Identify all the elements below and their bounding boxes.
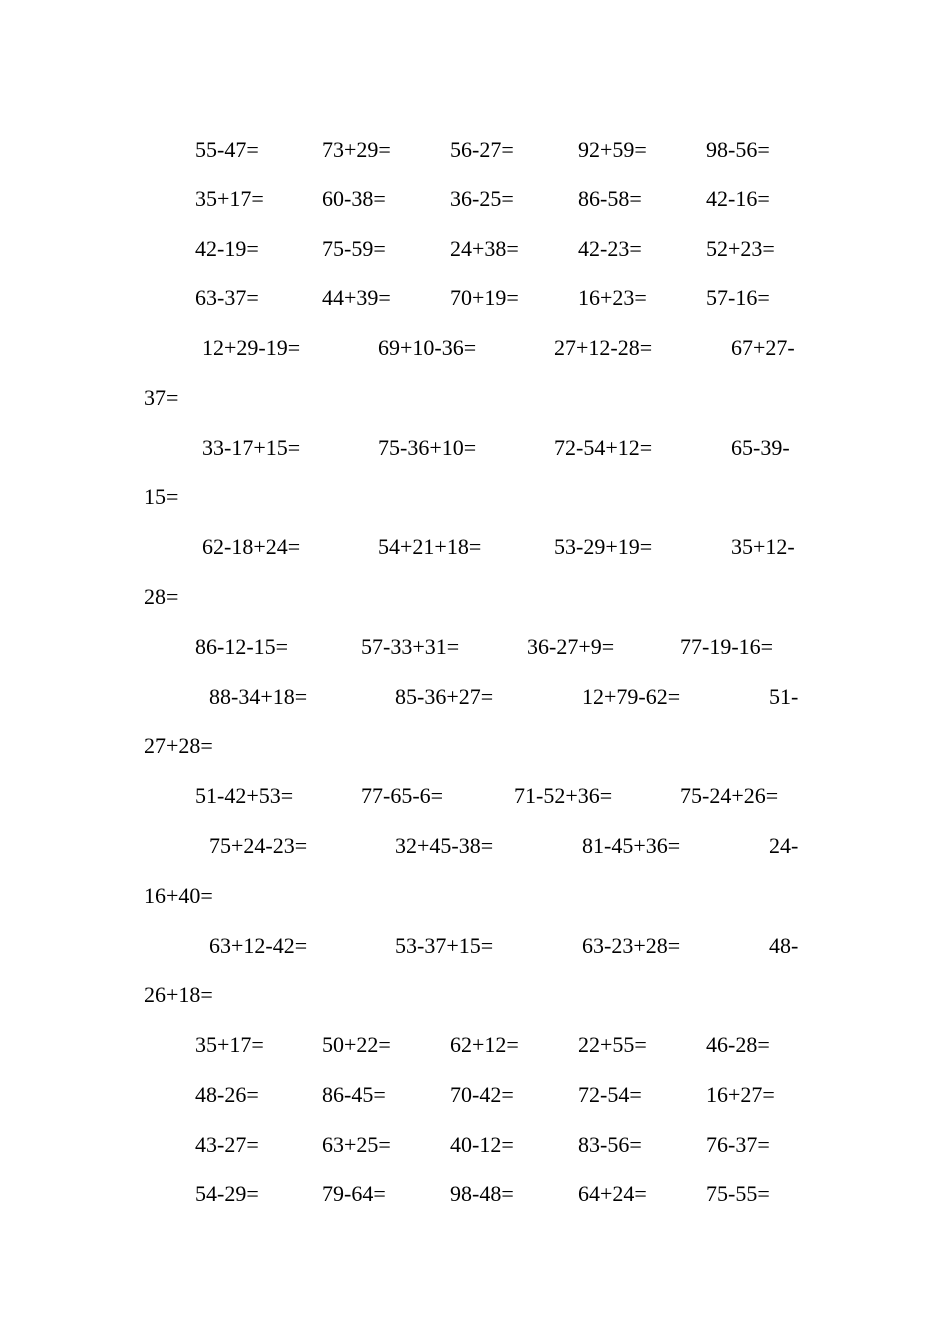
math-problem: 35+12- [731, 534, 795, 559]
math-problem: 16+23= [578, 285, 647, 310]
math-problem: 75-36+10= [378, 435, 477, 460]
math-problem: 12+79-62= [582, 684, 681, 709]
math-problem: 24- [769, 833, 799, 858]
math-problem: 42-23= [578, 236, 642, 261]
math-problem: 22+55= [578, 1032, 647, 1057]
math-problem: 63+25= [322, 1132, 391, 1157]
math-problem: 85-36+27= [395, 684, 494, 709]
math-problem: 65-39- [731, 435, 790, 460]
math-problem: 48-26= [195, 1082, 259, 1107]
math-problem: 60-38= [322, 186, 386, 211]
math-problem-continuation: 27+28= [144, 733, 213, 758]
math-problem: 81-45+36= [582, 833, 681, 858]
math-problem: 72-54+12= [554, 435, 653, 460]
math-problem: 54+21+18= [378, 534, 482, 559]
math-problem-continuation: 15= [144, 484, 179, 509]
math-problem: 44+39= [322, 285, 391, 310]
math-problem: 86-12-15= [195, 634, 289, 659]
math-problem: 36-25= [450, 186, 514, 211]
math-problem: 52+23= [706, 236, 775, 261]
math-problem: 56-27= [450, 137, 514, 162]
math-problem: 57-33+31= [361, 634, 460, 659]
math-problem: 64+24= [578, 1181, 647, 1206]
math-problem: 62+12= [450, 1032, 519, 1057]
math-problem: 55-47= [195, 137, 259, 162]
math-problem: 42-19= [195, 236, 259, 261]
math-problem: 62-18+24= [202, 534, 301, 559]
math-problem: 51- [769, 684, 799, 709]
math-problem: 63-37= [195, 285, 259, 310]
math-problem-continuation: 26+18= [144, 982, 213, 1007]
math-problem: 75-24+26= [680, 783, 779, 808]
math-problem: 42-16= [706, 186, 770, 211]
math-problem: 75+24-23= [209, 833, 308, 858]
math-problem: 77-65-6= [361, 783, 444, 808]
math-problem: 50+22= [322, 1032, 391, 1057]
math-problem: 75-59= [322, 236, 386, 261]
math-problem: 86-45= [322, 1082, 386, 1107]
math-problem: 54-29= [195, 1181, 259, 1206]
math-problem: 46-28= [706, 1032, 770, 1057]
math-problem: 33-17+15= [202, 435, 301, 460]
math-problem: 63+12-42= [209, 933, 308, 958]
math-problem: 75-55= [706, 1181, 770, 1206]
math-problem: 53-29+19= [554, 534, 653, 559]
math-problem: 27+12-28= [554, 335, 653, 360]
math-problem: 92+59= [578, 137, 647, 162]
math-problem: 79-64= [322, 1181, 386, 1206]
math-problem: 40-12= [450, 1132, 514, 1157]
math-problem: 70+19= [450, 285, 519, 310]
math-problem: 16+27= [706, 1082, 775, 1107]
math-problem: 98-56= [706, 137, 770, 162]
math-problem-continuation: 16+40= [144, 883, 213, 908]
math-problem: 48- [769, 933, 799, 958]
math-problem: 83-56= [578, 1132, 642, 1157]
math-problem: 63-23+28= [582, 933, 681, 958]
math-problem-continuation: 28= [144, 584, 179, 609]
math-problem: 51-42+53= [195, 783, 294, 808]
math-problem: 67+27- [731, 335, 795, 360]
math-problem: 32+45-38= [395, 833, 494, 858]
math-problem: 69+10-36= [378, 335, 477, 360]
math-problem: 76-37= [706, 1132, 770, 1157]
math-problem: 36-27+9= [527, 634, 615, 659]
math-problem: 88-34+18= [209, 684, 308, 709]
math-problem: 12+29-19= [202, 335, 301, 360]
math-problem-continuation: 37= [144, 385, 179, 410]
math-problem: 43-27= [195, 1132, 259, 1157]
math-problem: 98-48= [450, 1181, 514, 1206]
math-problem: 35+17= [195, 1032, 264, 1057]
math-problem: 70-42= [450, 1082, 514, 1107]
math-problem: 73+29= [322, 137, 391, 162]
math-problem: 86-58= [578, 186, 642, 211]
math-problem: 72-54= [578, 1082, 642, 1107]
math-problem: 53-37+15= [395, 933, 494, 958]
math-problem: 71-52+36= [514, 783, 613, 808]
math-problem: 35+17= [195, 186, 264, 211]
math-problem: 77-19-16= [680, 634, 774, 659]
math-problem: 57-16= [706, 285, 770, 310]
math-problem: 24+38= [450, 236, 519, 261]
